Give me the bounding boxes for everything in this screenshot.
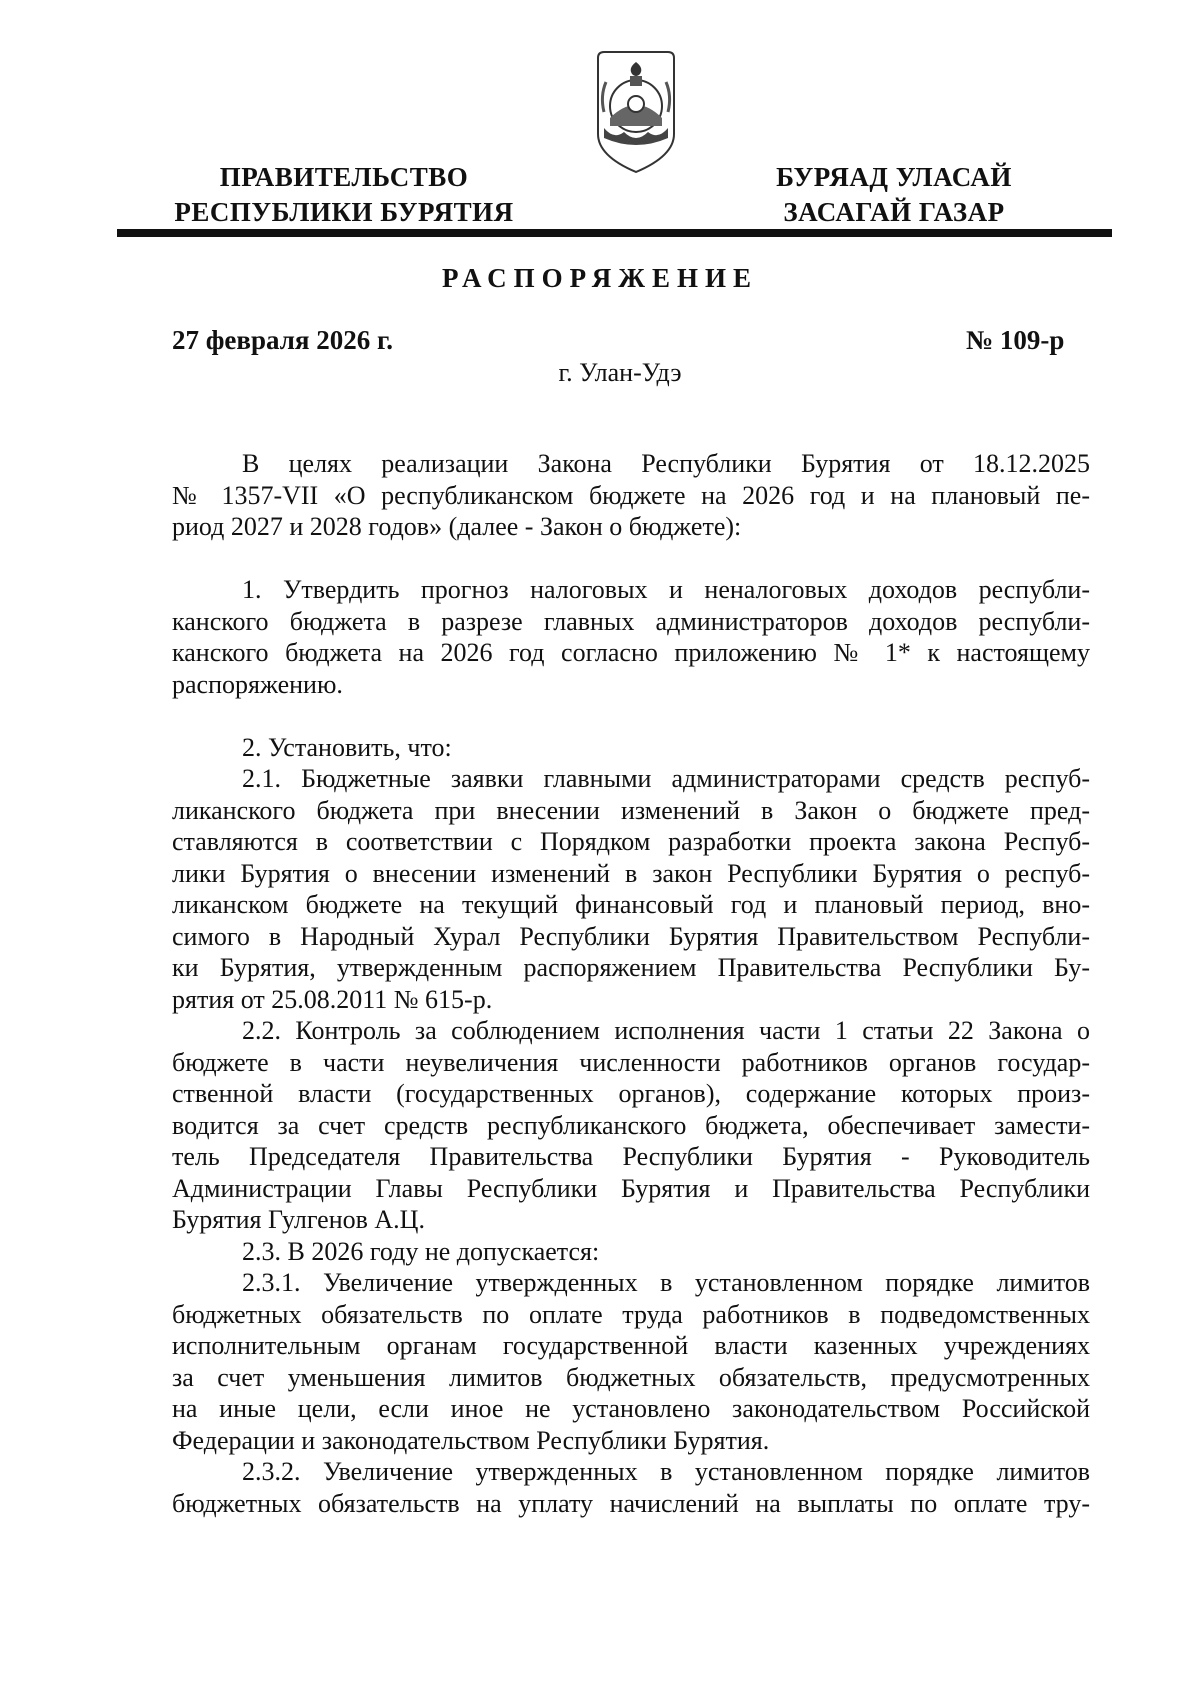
body-line: за счет уменьшения лимитов бюджетных обязательств, предусмотренных (172, 1362, 1090, 1392)
body-line: ликанского бюджета при внесении изменений в Закон о бюджете пред- (172, 795, 1090, 825)
body-line: 2.2. Контроль за соблюдением исполнения части 1 статьи 22 Закона о (242, 1016, 1090, 1045)
body-line: ки Бурятия, утвержденным распоряжением Правительства Республики Бу- (172, 953, 1090, 982)
body-line: бюджетных обязательств по оплате труда работников в подведомственных (172, 1299, 1090, 1329)
body-line: 2.3.2. Увеличение утвержденных в установленном порядке лимитов (242, 1457, 1090, 1486)
document-number: № 109-р (966, 325, 1065, 355)
body-line: № 1357-VII «О республиканском бюджете на 2026 год и на плановый пе- (172, 480, 1090, 510)
org-name-buryat-line2: ЗАСАГАЙ ГАЗАР (783, 197, 1005, 227)
body-line: тель Председателя Правительства Республики Бурятия - Руководитель (172, 1142, 1090, 1171)
document-city: г. Улан-Удэ (558, 358, 682, 387)
body-line: распоряжению. (172, 669, 343, 699)
org-name-russian (164, 160, 524, 230)
header-divider (117, 229, 1112, 237)
org-name-russian-line2: РЕСПУБЛИКИ БУРЯТИЯ (174, 197, 514, 227)
body-line: бюджете в части неувеличения численности работников органов государ- (172, 1047, 1090, 1077)
body-line: лики Бурятия о внесении изменений в закон Республики Бурятия о респуб- (172, 858, 1090, 888)
body-line: 2.3.1. Увеличение утвержденных в установленном порядке лимитов (242, 1268, 1090, 1297)
body-line: Администрации Главы Республики Бурятия и Правительства Республики (172, 1173, 1090, 1203)
body-line: 2. Установить, что: (242, 732, 452, 762)
org-name-buryat (744, 160, 1044, 230)
body-line: 2.1. Бюджетные заявки главными администраторами средств респуб- (242, 764, 1090, 793)
body-line: риод 2027 и 2028 годов» (далее - Закон о бюджете): (172, 512, 742, 541)
body-line: канского бюджета на 2026 год согласно приложению № 1* к настоящему (172, 638, 1090, 667)
body-line: ственной власти (государственных органов), содержание которых произ- (172, 1079, 1090, 1108)
document-title: РАСПОРЯЖЕНИЕ (441, 263, 759, 293)
body-line: 1. Утвердить прогноз налоговых и неналоговых доходов республи- (242, 575, 1090, 604)
body-line: В целях реализации Закона Республики Бурятия от 18.12.2025 (242, 449, 1090, 478)
body-line: водится за счет средств республиканского бюджета, обеспечивает замести- (172, 1110, 1090, 1140)
body-line: канского бюджета в разрезе главных администраторов доходов республи- (172, 606, 1090, 636)
org-name-buryat-line1: БУРЯАД УЛАСАЙ (776, 162, 1012, 192)
body-line: симого в Народный Хурал Республики Бурятия Правительством Республи- (172, 921, 1090, 951)
body-line: на иные цели, если иное не установлено законодательством Российской (172, 1394, 1090, 1423)
document-date: 27 февраля 2026 г. (172, 325, 393, 355)
body-line: Федерации и законодательством Республики Бурятия. (172, 1425, 770, 1455)
document-body (172, 448, 1090, 1519)
body-line: ликанском бюджете на текущий финансовый год и плановый период, вно- (172, 890, 1090, 919)
body-line: рятия от 25.08.2011 № 615-р. (172, 984, 493, 1014)
body-line: исполнительным органам государственной власти казенных учреждениях (172, 1331, 1090, 1360)
org-name-russian-line1: ПРАВИТЕЛЬСТВО (219, 162, 469, 192)
body-line: Бурятия Гулгенов А.Ц. (172, 1205, 425, 1234)
body-line: 2.3. В 2026 году не допускается: (242, 1236, 600, 1266)
coat-of-arms-icon (592, 48, 680, 178)
body-line: ставляются в соответствии с Порядком разработки проекта закона Респуб- (172, 827, 1090, 856)
body-line: бюджетных обязательств на уплату начислений на выплаты по оплате тру- (172, 1488, 1090, 1518)
